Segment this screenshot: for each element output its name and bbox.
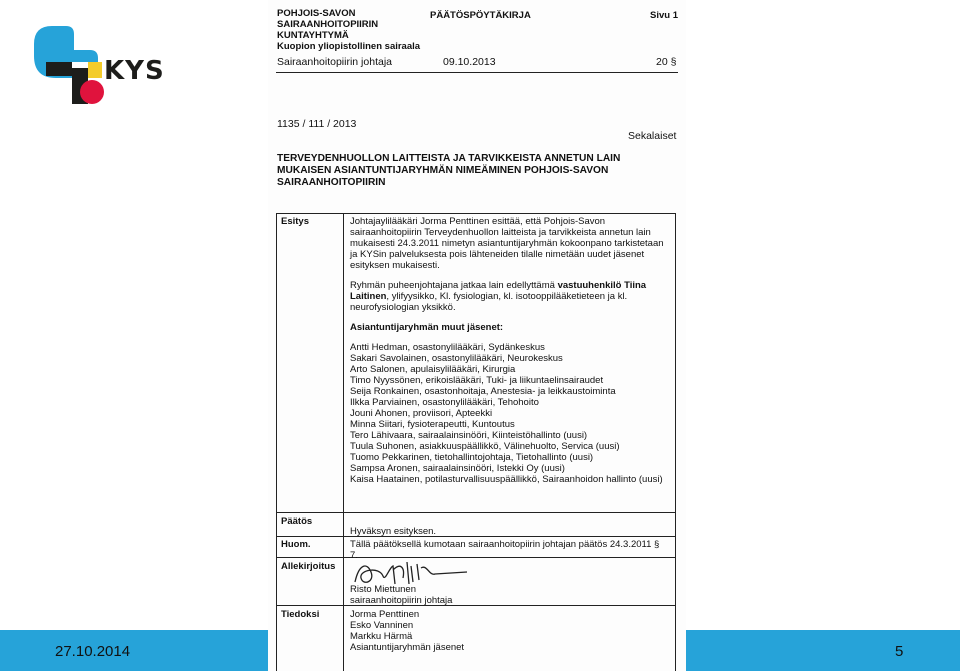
org-line-4: Kuopion yliopistollinen sairaala [277, 41, 421, 52]
tiedoksi-recipients [350, 609, 675, 653]
section-number: 20 § [656, 56, 677, 68]
page-label: Sivu 1 [650, 10, 678, 21]
members-heading: Asiantuntijaryhmän muut jäsenet: [350, 322, 504, 333]
title-line-3: SAIRAANHOITOPIIRIN [277, 177, 386, 188]
member-item: Tero Lähivaara, sairaalainsinööri, Kiinteistöhallinto (uusi) [350, 430, 588, 441]
member-item: Sampsa Aronen, sairaalainsinööri, Istekki Oy (uusi) [350, 463, 565, 474]
huom-line-2: 7. [350, 550, 358, 561]
decision-table [276, 213, 676, 671]
table-column-divider [343, 214, 344, 671]
recipient-item: Asiantuntijaryhmän jäsenet [350, 642, 465, 653]
esitys-line: mukaisesti 24.3.2011 nimetyn asiantuntijaryhmän kokoonpano tarkistetaan [350, 238, 664, 249]
category: Sekalaiset [628, 130, 677, 142]
org-line-1: POHJOIS-SAVON [277, 8, 356, 19]
chair-intro: Ryhmän puheenjohtajana jatkaa lain edellyttämä [350, 280, 558, 291]
recipient-item: Markku Härmä [350, 631, 413, 642]
member-item: Antti Hedman, osastonylilääkäri, Sydänkeskus [350, 342, 545, 353]
doc-type: PÄÄTÖSPÖYTÄKIRJA [430, 10, 531, 21]
esitys-line: sairaanhoitopiirin Terveydenhuollon laitteista ja tarvikkeista annetun lain [350, 227, 651, 238]
title-line-1: TERVEYDENHUOLLON LAITTEISTA JA TARVIKKEISTA ANNETUN LAIN [277, 153, 621, 164]
header-rule [276, 72, 678, 73]
esitys-chair-line [350, 280, 675, 291]
footer-date: 27.10.2014 [55, 643, 131, 660]
scanned-decision-document [268, 0, 686, 671]
row-divider-paatos [277, 512, 675, 513]
member-item: Minna Siitari, fysioterapeutti, Kuntoutus [350, 419, 515, 430]
member-item: Jouni Ahonen, proviisori, Apteekki [350, 408, 493, 419]
esitys-paragraph-2 [350, 280, 675, 313]
esitys-line: Johtajaylilääkäri Jorma Penttinen esittää, että Pohjois-Savon [350, 216, 606, 227]
case-number: 1135 / 111 / 2013 [277, 118, 357, 130]
esitys-line: esityksen mukaisesti. [350, 260, 440, 271]
signatory-name: Risto Miettunen [350, 584, 417, 595]
chair-surname: Laitinen [350, 291, 387, 302]
esitys-chair-line-2 [350, 291, 675, 302]
member-item: Sakari Savolainen, osastonylilääkäri, Neurokeskus [350, 353, 563, 364]
row-label-esitys: Esitys [281, 216, 309, 227]
recipient-item: Esko Vanninen [350, 620, 414, 631]
member-item: Ilkka Parviainen, osastonylilääkäri, Tehohoito [350, 397, 539, 408]
chair-role: vastuuhenkilö Tiina [557, 280, 647, 291]
member-item: Arto Salonen, apulaisylilääkäri, Kirurgia [350, 364, 516, 375]
esitys-content [350, 216, 675, 485]
member-item: Tuomo Pekkarinen, tietohallintojohtaja, Tietohallinto (uusi) [350, 452, 594, 463]
members-list [350, 342, 675, 485]
logo-text: KYS [104, 56, 165, 86]
org-line-2: SAIRAANHOITOPIIRIN [277, 19, 379, 30]
member-item: Kaisa Haatainen, potilasturvallisuuspäällikkö, Sairaanhoidon hallinto (uusi) [350, 474, 663, 485]
row-label-paatos: Päätös [281, 516, 313, 527]
signatory-title: sairaanhoitopiirin johtaja [350, 595, 453, 606]
kys-logo [32, 22, 172, 106]
chair-details: , ylifyysikko, Kl. fysiologian, kl. isotooppilääketieteen ja kl. [386, 291, 628, 302]
member-item: Timo Nyyssönen, erikoislääkäri, Tuki- ja liikuntaelinsairaudet [350, 375, 604, 386]
chair-unit: neurofysiologian yksikkö. [350, 302, 456, 313]
esitys-line: ja KYSin palveluksesta pois lähteneiden tilalle nimetään uudet jäsenet [350, 249, 645, 260]
member-item: Tuula Suhonen, asiakkuuspäällikkö, Välinehuolto, Servica (uusi) [350, 441, 620, 452]
title-line-2: MUKAISEN ASIANTUNTIJARYHMÄN NIMEÄMINEN POHJOIS-SAVON [277, 165, 609, 176]
decision-date: 09.10.2013 [443, 56, 496, 68]
huom-line-1: Tällä päätöksellä kumotaan sairaanhoitopiirin johtajan päätös 24.3.2011 § [350, 539, 660, 550]
kys-cross-icon [32, 22, 112, 106]
esitys-paragraph-1 [350, 216, 675, 271]
row-label-allekirjoitus: Allekirjoitus [281, 561, 336, 572]
row-label-huom: Huom. [281, 539, 311, 550]
decision-maker: Sairaanhoitopiirin johtaja [277, 56, 392, 68]
recipient-item: Jorma Penttinen [350, 609, 420, 620]
footer-page-number: 5 [895, 643, 904, 660]
member-item: Seija Ronkainen, osastonhoitaja, Anestesia- ja leikkaustoiminta [350, 386, 616, 397]
paatos-text: Hyväksyn esityksen. [350, 526, 437, 537]
signatory [350, 584, 675, 606]
row-label-tiedoksi: Tiedoksi [281, 609, 320, 620]
org-line-3: KUNTAYHTYMÄ [277, 30, 349, 41]
